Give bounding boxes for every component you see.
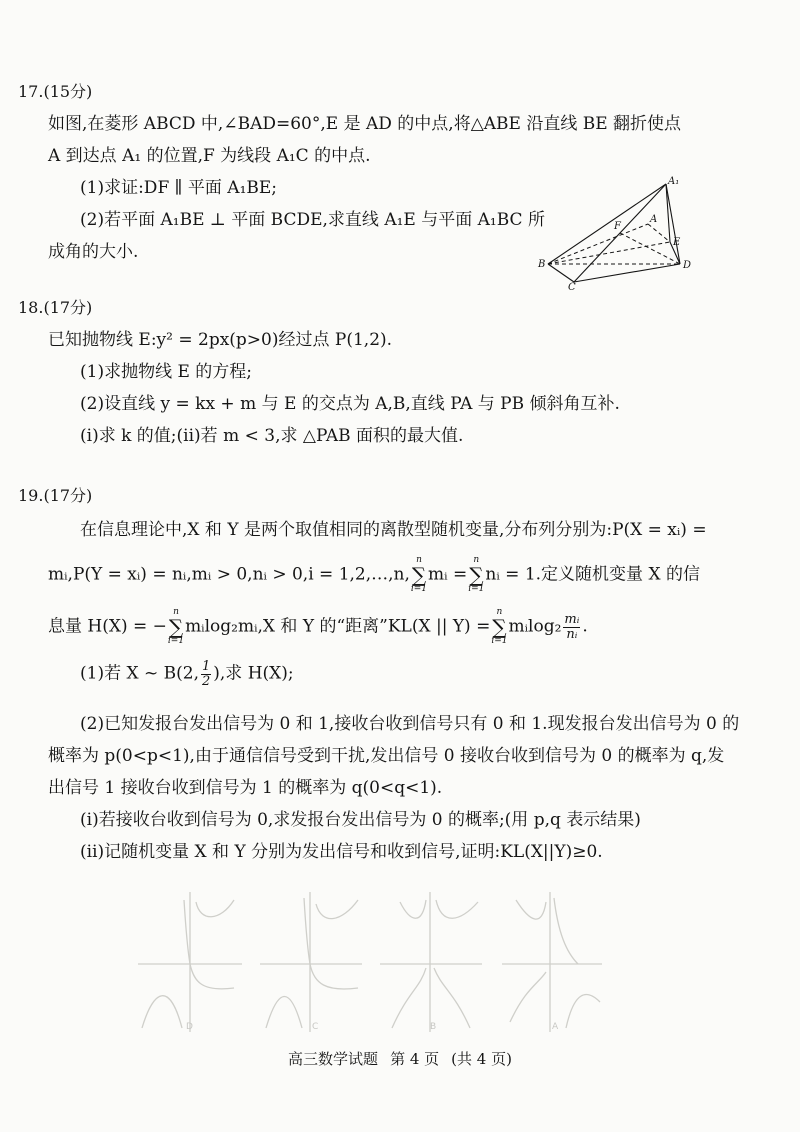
- q19-part2-line1: (2)已知发报台发出信号为 0 和 1,接收台收到信号只有 0 和 1.现发报台发出信号为 0 的: [80, 714, 740, 734]
- sum-upper: n: [173, 607, 179, 617]
- q19-line3: [48, 608, 588, 646]
- edge-bc: [548, 264, 574, 282]
- q19-header: 19.(17分): [18, 486, 93, 505]
- q19-line2-c: nᵢ = 1.定义随机变量 X 的信: [485, 564, 700, 585]
- sum-lower: i=1: [468, 584, 485, 594]
- bleed-through-graphs: [130, 892, 610, 1038]
- ghost-letter-a: A: [552, 1022, 559, 1032]
- q17-part1: (1)求证:DF ∥ 平面 A₁BE;: [80, 178, 278, 198]
- label-a1: A₁: [668, 176, 680, 187]
- q19-line2-a: mᵢ,P(Y = xᵢ) = nᵢ,mᵢ > 0,nᵢ > 0,i = 1,2,…,n,: [48, 564, 410, 585]
- sum-symbol: n ∑ i=1: [410, 555, 428, 594]
- q18-subparts: (i)求 k 的值;(ii)若 m < 3,求 △PAB 面积的最大值.: [80, 426, 464, 446]
- q19-line3-c: mᵢlog₂: [508, 616, 562, 637]
- fraction-one-half: [201, 660, 211, 688]
- q17-intro-line2: A 到达点 A₁ 的位置,F 为线段 A₁C 的中点.: [48, 146, 371, 166]
- sum-symbol: n ∑ i=1: [167, 607, 185, 646]
- ghost-letter-c: C: [312, 1022, 319, 1032]
- edge-a1d: [666, 184, 680, 264]
- sum-lower: i=1: [491, 636, 508, 646]
- q19-line2: [48, 556, 700, 594]
- sum-symbol: n ∑ i=1: [491, 607, 508, 646]
- label-b: B: [538, 259, 546, 270]
- edge-cd: [574, 264, 680, 282]
- sum-upper: n: [416, 555, 422, 565]
- q17-geometry-figure: [528, 172, 704, 290]
- q19-part2-i: (ⅰ)若接收台收到信号为 0,求发报台发出信号为 0 的概率;(用 p,q 表示结果): [80, 810, 641, 830]
- q19-part2-ii: (ⅱ)记随机变量 X 和 Y 分别为发出信号和收到信号,证明:KL(X||Y)≥0.: [80, 842, 603, 862]
- footer-title: 高三数学试题: [288, 1050, 379, 1068]
- fraction-num: mᵢ: [564, 611, 580, 627]
- q19-line3-d: .: [582, 616, 588, 637]
- label-c: C: [568, 282, 576, 290]
- ghost-letter-b: B: [430, 1022, 437, 1032]
- sum-lower: i=1: [410, 584, 428, 594]
- q17-header: 17.(15分): [18, 82, 93, 101]
- sum-upper: n: [496, 607, 503, 617]
- q19-part1: [80, 660, 294, 688]
- q17-intro-line1: 如图,在菱形 ABCD 中,∠BAD=60°,E 是 AD 的中点,将△ABE 沿直线 BE 翻折使点: [48, 114, 682, 134]
- label-e: E: [673, 237, 681, 248]
- q19-part1-a: (1)若 X ~ B(2,: [80, 663, 199, 684]
- q18-intro: 已知抛物线 E:y² = 2px(p>0)经过点 P(1,2).: [48, 330, 393, 350]
- q17-part2-line1: (2)若平面 A₁BE ⊥ 平面 BCDE,求直线 A₁E 与平面 A₁BC 所: [80, 210, 545, 230]
- edge-fd-dashed: [620, 233, 680, 264]
- q18-header: 18.(17分): [18, 298, 93, 317]
- sum-upper: n: [473, 555, 480, 565]
- sum-symbol: n ∑ i=1: [468, 555, 485, 594]
- footer-total: (共 4 页): [451, 1050, 512, 1068]
- footer-page: 第 4 页: [390, 1050, 440, 1068]
- q17-part2-line2: 成角的大小.: [48, 242, 139, 262]
- q18-part1: (1)求抛物线 E 的方程;: [80, 362, 253, 382]
- sum-lower: i=1: [167, 636, 185, 646]
- label-f: F: [614, 221, 621, 232]
- label-d: D: [683, 260, 692, 271]
- ghost-letter-d: D: [186, 1022, 193, 1032]
- fraction-den: nᵢ: [566, 626, 578, 642]
- page-footer: [0, 1048, 800, 1069]
- fraction-num: 1: [201, 659, 211, 674]
- q19-line3-a: 息量 H(X) = −: [48, 616, 167, 637]
- q19-part2-line3: 出信号 1 接收台收到信号为 1 的概率为 q(0<q<1).: [48, 778, 443, 798]
- fraction-m-over-n: [563, 613, 580, 641]
- fraction-den: 2: [201, 673, 211, 689]
- q19-line3-b: mᵢlog₂mᵢ,X 和 Y 的“距离”KL(X || Y) =: [185, 616, 491, 637]
- edge-ae-dashed: [648, 224, 670, 242]
- q18-part2: (2)设直线 y = kx + m 与 E 的交点为 A,B,直线 PA 与 PB 倾斜角互补.: [80, 394, 620, 414]
- label-a: A: [650, 214, 658, 225]
- q19-part1-b: ),求 H(X);: [213, 663, 294, 684]
- q19-line1: 在信息理论中,X 和 Y 是两个取值相同的离散型随机变量,分布列分别为:P(X = xᵢ) =: [80, 520, 707, 540]
- q19-line2-b: mᵢ =: [428, 564, 468, 585]
- q19-part2-line2: 概率为 p(0<p<1),由于通信信号受到干扰,发出信号 0 接收台收到信号为 0 的概率为 q,发: [48, 746, 725, 766]
